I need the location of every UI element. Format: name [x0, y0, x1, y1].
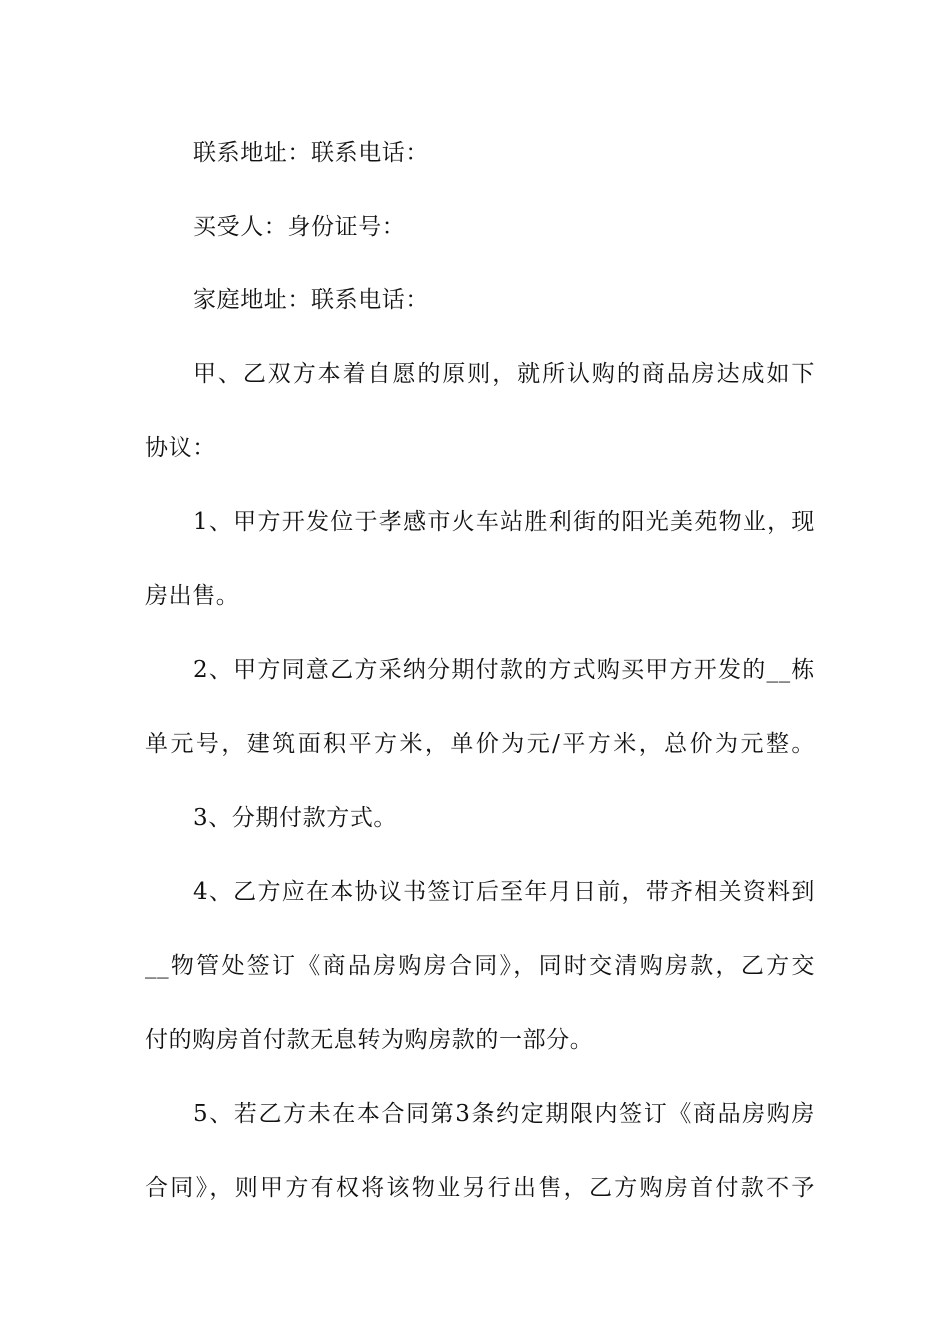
- clause-2-line: 2、甲方同意乙方采纳分期付款的方式购买甲方开发的__栋: [193, 657, 815, 683]
- clause-1-continuation: 房出售。: [145, 583, 240, 609]
- clause-5-line: 5、若乙方未在本合同第3条约定期限内签订《商品房购房: [193, 1101, 815, 1127]
- agreement-intro-line: 甲、乙双方本着自愿的原则，就所认购的商品房达成如下: [193, 361, 815, 387]
- buyer-id-line: 买受人：身份证号：: [193, 214, 406, 240]
- home-address-line: 家庭地址：联系电话：: [193, 287, 429, 313]
- agreement-intro-continuation: 协议：: [145, 435, 216, 461]
- clause-4-continuation-2: 付的购房首付款无息转为购房款的一部分。: [145, 1027, 594, 1053]
- clause-4-line: 4、乙方应在本协议书签订后至年月日前，带齐相关资料到: [193, 879, 815, 905]
- clause-1-line: 1、甲方开发位于孝感市火车站胜利街的阳光美苑物业，现: [193, 509, 815, 535]
- clause-3-line: 3、分期付款方式。: [193, 805, 398, 831]
- clause-2-continuation: 单元号，建筑面积平方米，单价为元/平方米，总价为元整。: [145, 731, 815, 757]
- contact-address-line: 联系地址：联系电话：: [193, 140, 429, 166]
- clause-5-continuation: 合同》，则甲方有权将该物业另行出售，乙方购房首付款不予: [145, 1175, 815, 1201]
- clause-4-continuation-1: __物管处签订《商品房购房合同》，同时交清购房款，乙方交: [145, 953, 815, 979]
